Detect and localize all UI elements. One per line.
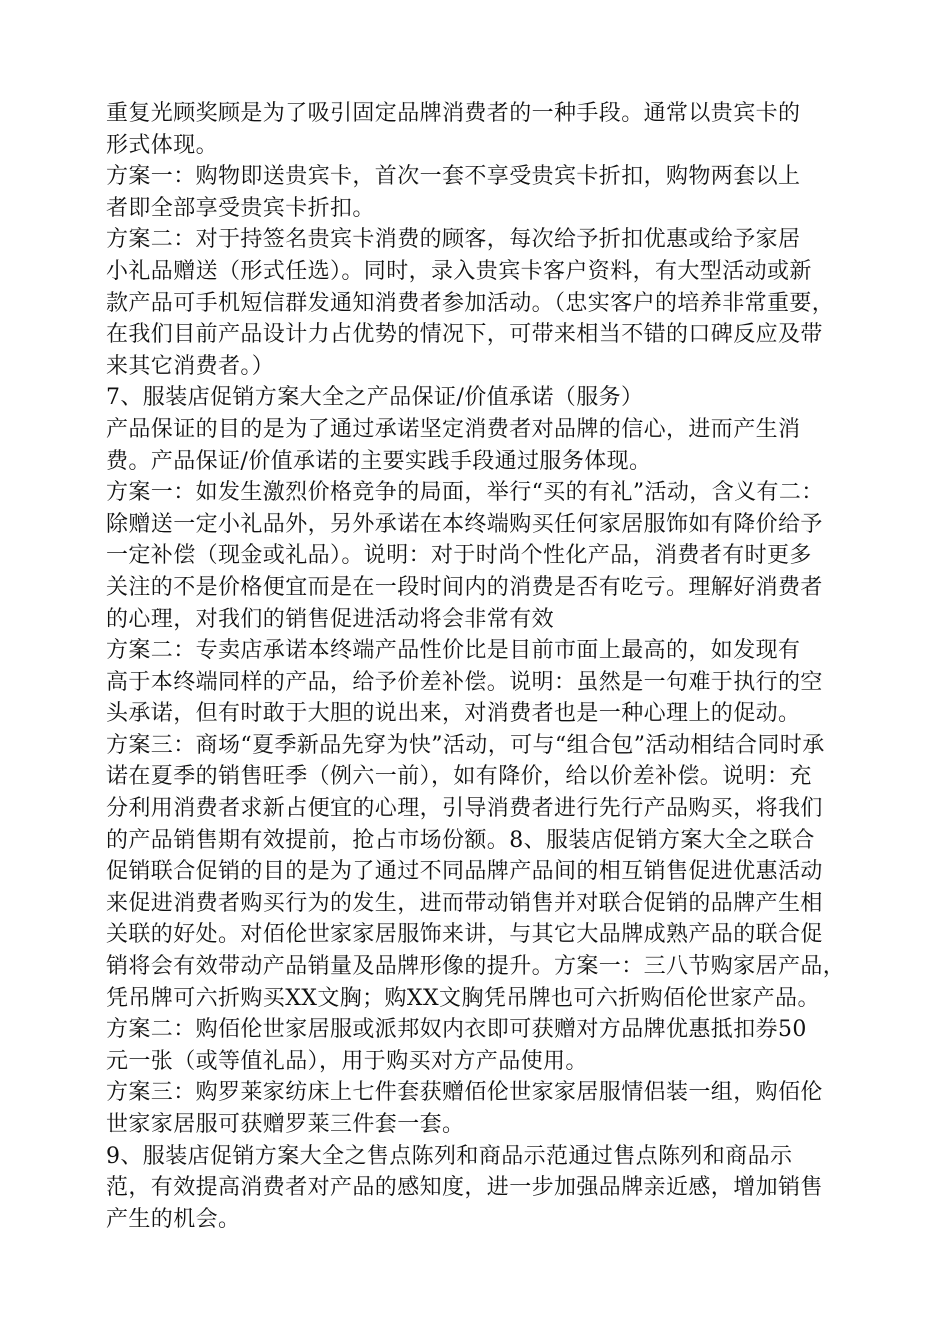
text-line: 关联的好处。对佰伦世家家居服饰来讲，与其它大品牌成熟产品的联合促	[106, 922, 823, 948]
text-line: 关注的不是价格便宜而是在一段时间内的消费是否有吃亏。理解好消费者	[106, 574, 823, 600]
text-line: 方案二：对于持签名贵宾卡消费的顾客，每次给予折扣优惠或给予家居	[106, 227, 801, 253]
text-line: 促销联合促销的目的是为了通过不同品牌产品间的相互销售促进优惠活动	[106, 859, 823, 885]
text-line: 元一张（或等值礼品），用于购买对方产品使用。	[106, 1048, 588, 1074]
text-line: 7、服装店促销方案大全之产品保证/价值承诺（服务）	[106, 385, 644, 411]
text-line: 形式体现。	[106, 132, 219, 158]
text-line: 方案二：专卖店承诺本终端产品性价比是目前市面上最高的，如发现有	[106, 638, 801, 664]
document-body-text	[106, 98, 866, 1235]
text-line: 的心理，对我们的销售促进活动将会非常有效	[106, 606, 555, 632]
text-line: 头承诺，但有时敢于大胆的说出来，对消费者也是一种心理上的促动。	[106, 701, 801, 727]
text-line: 方案二：购佰伦世家居服或派邦奴内衣即可获赠对方品牌优惠抵扣券50	[106, 1017, 807, 1043]
text-line: 方案三：商场“夏季新品先穿为快”活动，可与“组合包”活动相结合同时承	[106, 732, 825, 758]
text-line: 费。产品保证/价值承诺的主要实践手段通过服务体现。	[106, 448, 652, 474]
text-line: 9、服装店促销方案大全之售点陈列和商品示范通过售点陈列和商品示	[106, 1143, 793, 1169]
text-line: 诺在夏季的销售旺季（例六一前），如有降价，给以价差补偿。说明：充	[106, 764, 812, 790]
text-line: 范，有效提高消费者对产品的感知度，进一步加强品牌亲近感，增加销售	[106, 1175, 823, 1201]
text-line: 销将会有效带动产品销量及品牌形像的提升。方案一：三八节购家居产品，	[106, 954, 846, 980]
text-line: 除赠送一定小礼品外，另外承诺在本终端购买任何家居服饰如有降价给予	[106, 511, 823, 537]
text-line: 者即全部享受贵宾卡折扣。	[106, 195, 375, 221]
text-line: 重复光顾奖顾是为了吸引固定品牌消费者的一种手段。通常以贵宾卡的	[106, 101, 801, 126]
text-line: 产品保证的目的是为了通过承诺坚定消费者对品牌的信心，进而产生消	[106, 416, 801, 442]
text-line: 来其它消费者。）	[106, 353, 275, 379]
text-line: 分利用消费者求新占便宜的心理，引导消费者进行先行产品购买，将我们	[106, 796, 823, 822]
text-line: 方案一：如发生激烈价格竞争的局面，举行“买的有礼”活动，含义有二：	[106, 480, 824, 506]
text-line: 小礼品赠送（形式任选）。同时，录入贵宾卡客户资料，有大型活动或新	[106, 258, 812, 284]
text-line: 方案三：购罗莱家纺床上七件套获赠佰伦世家家居服情侣装一组，购佰伦	[106, 1080, 823, 1106]
text-line: 的产品销售期有效提前，抢占市场份额。8、服装店促销方案大全之联合	[106, 827, 815, 853]
text-line: 高于本终端同样的产品，给予价差补偿。说明：虽然是一句难于执行的空	[106, 669, 823, 695]
text-line: 产生的机会。	[106, 1206, 241, 1232]
text-line: 方案一：购物即送贵宾卡，首次一套不享受贵宾卡折扣，购物两套以上	[106, 164, 801, 190]
text-line: 凭吊牌可六折购买XX文胸；购XX文胸凭吊牌也可六折购佰伦世家产品。	[106, 985, 820, 1011]
text-line: 来促进消费者购买行为的发生，进而带动销售并对联合促销的品牌产生相	[106, 890, 823, 916]
text-line: 款产品可手机短信群发通知消费者参加活动。（忠实客户的培养非常重要，	[106, 290, 835, 316]
text-line: 一定补偿（现金或礼品）。说明：对于时尚个性化产品，消费者有时更多	[106, 543, 812, 569]
text-line: 在我们目前产品设计力占优势的情况下，可带来相当不错的口碑反应及带	[106, 322, 823, 348]
text-line: 世家家居服可获赠罗莱三件套一套。	[106, 1112, 465, 1137]
